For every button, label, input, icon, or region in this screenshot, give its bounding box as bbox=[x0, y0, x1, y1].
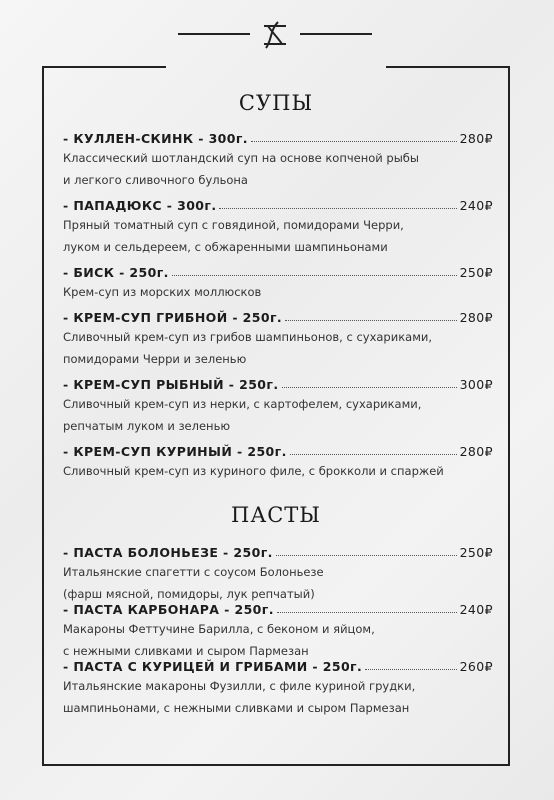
description-line: репчатым луком и зеленью bbox=[63, 419, 231, 433]
item-name: - БИСК - 250г. bbox=[63, 265, 169, 280]
dot-leader bbox=[172, 275, 457, 276]
dot-leader bbox=[277, 612, 457, 613]
section-title-pastas: ПАСТЫ bbox=[231, 503, 321, 527]
description-line: и легкого сливочного бульона bbox=[63, 173, 248, 187]
item-price: 240₽ bbox=[459, 602, 493, 617]
description-line: Крем-суп из морских моллюсков bbox=[63, 285, 262, 299]
menu-item bbox=[63, 597, 493, 617]
item-price: 260₽ bbox=[459, 659, 493, 674]
section-title-soups: СУПЫ bbox=[238, 91, 314, 115]
menu-item bbox=[63, 305, 493, 325]
item-description bbox=[63, 147, 493, 191]
description-line: (фарш мясной, помидоры, лук репчатый) bbox=[63, 587, 315, 601]
menu-item bbox=[63, 654, 493, 674]
dot-leader bbox=[290, 454, 457, 455]
item-name: - ПАСТА С КУРИЦЕЙ И ГРИБАМИ - 250г. bbox=[63, 659, 363, 674]
item-description bbox=[63, 460, 493, 482]
dot-leader bbox=[276, 555, 457, 556]
item-name: - ПАСТА КАРБОНАРА - 250г. bbox=[63, 602, 274, 617]
item-price: 280₽ bbox=[459, 310, 493, 325]
dot-leader bbox=[285, 320, 457, 321]
description-line: шампиньонами, с нежными сливками и сыром Пармезан bbox=[63, 701, 410, 715]
description-line: помидорами Черри и зеленью bbox=[63, 352, 247, 366]
dot-leader bbox=[219, 208, 456, 209]
item-description bbox=[63, 675, 493, 719]
item-name: - ПАПАДЮКС - 300г. bbox=[63, 198, 217, 213]
item-price: 300₽ bbox=[459, 377, 493, 392]
description-line: с нежными сливками и сыром Пармезан bbox=[63, 644, 309, 658]
item-price: 240₽ bbox=[459, 198, 493, 213]
menu-item bbox=[63, 126, 493, 146]
item-name: - ПАСТА БОЛОНЬЕЗЕ - 250г. bbox=[63, 545, 273, 560]
item-description bbox=[63, 393, 493, 437]
description-line: Сливочный крем-суп из грибов шампиньонов, с сухариками, bbox=[63, 330, 433, 344]
description-line: Пряный томатный суп с говядиной, помидорами Черри, bbox=[63, 218, 404, 232]
item-description bbox=[63, 214, 493, 258]
menu-item bbox=[63, 260, 493, 280]
description-line: Итальянские спагетти с соусом Болоньезе bbox=[63, 565, 324, 579]
logo-monogram-icon bbox=[258, 18, 292, 52]
item-name: - КРЕМ-СУП КУРИНЫЙ - 250г. bbox=[63, 444, 287, 459]
description-line: Сливочный крем-суп из нерки, с картофелем, сухариками, bbox=[63, 397, 422, 411]
menu-item bbox=[63, 439, 493, 459]
item-description bbox=[63, 326, 493, 370]
logo-right-line bbox=[300, 33, 372, 35]
logo-left-line bbox=[178, 33, 250, 35]
item-description bbox=[63, 281, 493, 303]
item-price: 250₽ bbox=[459, 545, 493, 560]
item-price: 280₽ bbox=[459, 131, 493, 146]
item-name: - КРЕМ-СУП ГРИБНОЙ - 250г. bbox=[63, 310, 283, 325]
item-name: - КУЛЛЕН-СКИНК - 300г. bbox=[63, 131, 248, 146]
menu-item bbox=[63, 193, 493, 213]
description-line: Макароны Феттучине Барилла, с беконом и яйцом, bbox=[63, 622, 375, 636]
description-line: Итальянские макароны Фузилли, с филе куриной грудки, bbox=[63, 679, 416, 693]
description-line: Сливочный крем-суп из куриного филе, с брокколи и спаржей bbox=[63, 464, 444, 478]
dot-leader bbox=[365, 669, 456, 670]
item-price: 250₽ bbox=[459, 265, 493, 280]
description-line: луком и сельдереем, с обжаренными шампиньонами bbox=[63, 240, 388, 254]
description-line: Классический шотландский суп на основе копченой рыбы bbox=[63, 151, 419, 165]
menu-item bbox=[63, 372, 493, 392]
dot-leader bbox=[251, 141, 457, 142]
item-price: 280₽ bbox=[459, 444, 493, 459]
item-name: - КРЕМ-СУП РЫБНЫЙ - 250г. bbox=[63, 377, 279, 392]
menu-item bbox=[63, 540, 493, 560]
dot-leader bbox=[282, 387, 457, 388]
